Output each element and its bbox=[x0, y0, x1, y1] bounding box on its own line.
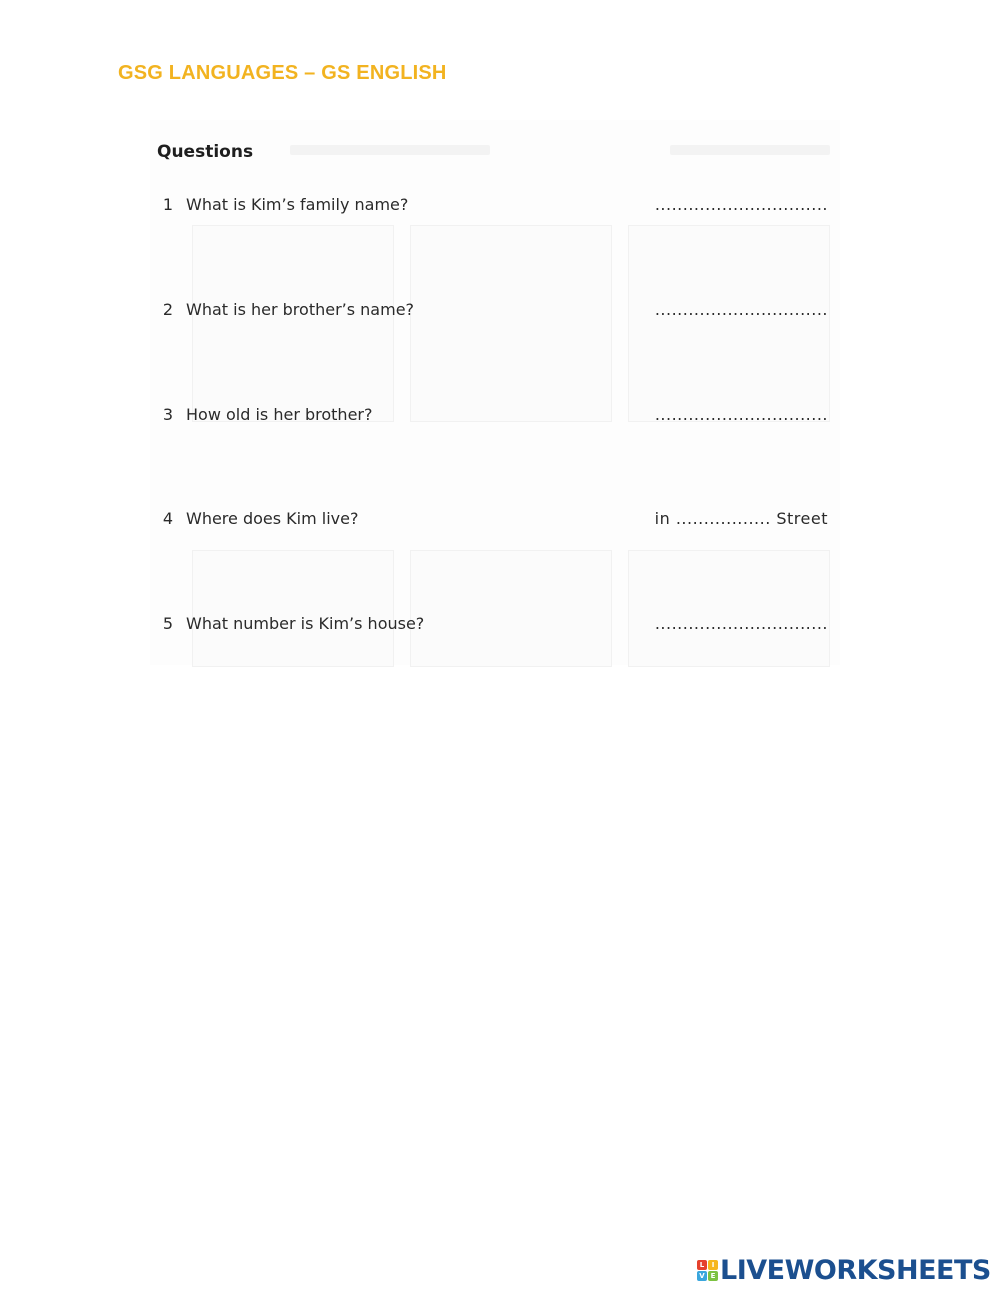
question-row-1 bbox=[160, 195, 828, 219]
question-number: 3 bbox=[162, 405, 174, 424]
answer-blank[interactable]: ............................... bbox=[654, 405, 828, 424]
ghost-text-line bbox=[290, 145, 490, 155]
question-text: What is Kim’s family name? bbox=[186, 195, 409, 214]
question-text: How old is her brother? bbox=[186, 405, 373, 424]
liveworksheets-logo[interactable] bbox=[697, 1255, 991, 1285]
ghost-picture-frame bbox=[628, 550, 830, 667]
question-text: What is her brother’s name? bbox=[186, 300, 415, 319]
question-row-4 bbox=[160, 509, 828, 533]
liveworksheets-logo-icon: L I V E bbox=[697, 1260, 718, 1281]
question-row-3 bbox=[160, 405, 828, 429]
ghost-picture-frame bbox=[192, 550, 394, 667]
answer-blank[interactable]: ............................... bbox=[654, 614, 828, 633]
answer-blank[interactable]: ............................... bbox=[654, 300, 828, 319]
liveworksheets-brand-text: LIVEWORKSHEETS bbox=[720, 1254, 991, 1286]
answer-blank-street[interactable]: in ................. Street bbox=[654, 509, 828, 528]
ghost-text-line bbox=[670, 145, 830, 155]
answer-blank[interactable]: ............................... bbox=[654, 195, 828, 214]
question-text: Where does Kim live? bbox=[186, 509, 359, 528]
question-text: What number is Kim’s house? bbox=[186, 614, 425, 633]
question-row-2 bbox=[160, 300, 828, 324]
questions-heading: Questions bbox=[157, 142, 254, 162]
question-number: 5 bbox=[162, 614, 174, 633]
question-number: 1 bbox=[162, 195, 174, 214]
question-number: 2 bbox=[162, 300, 174, 319]
question-row-5 bbox=[160, 614, 828, 638]
question-number: 4 bbox=[162, 509, 174, 528]
worksheet-header-title: GSG LANGUAGES – GS ENGLISH bbox=[118, 62, 447, 84]
ghost-picture-frame bbox=[410, 550, 612, 667]
